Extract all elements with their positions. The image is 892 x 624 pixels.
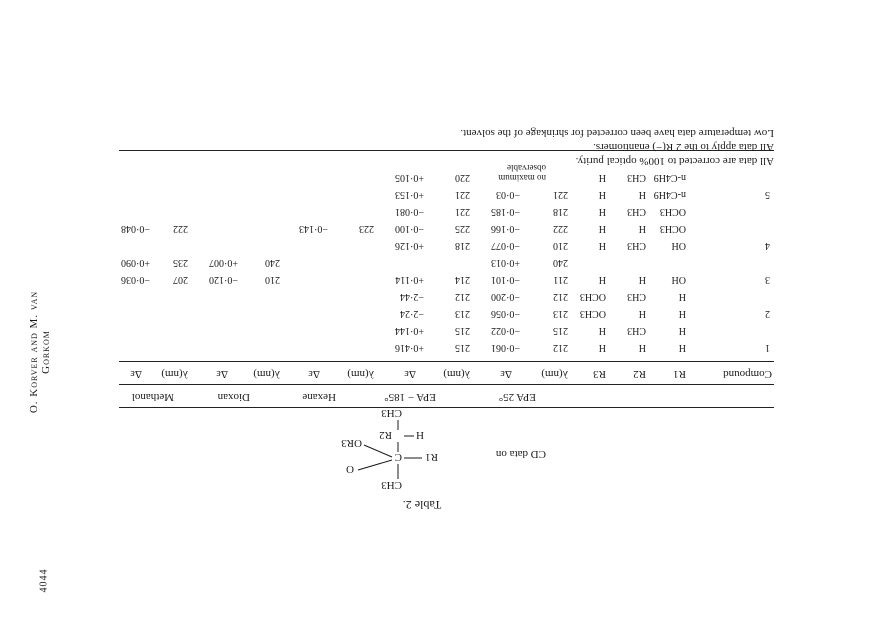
group-hexane: Hexane bbox=[302, 391, 336, 403]
cell-epa185-l: 214 bbox=[455, 274, 470, 285]
cell-epa185-e: −0·081 bbox=[395, 206, 424, 217]
cell-r1: H bbox=[678, 325, 686, 336]
note-temperature: Low temperature data have been corrected for shrinkage of the solvent. bbox=[460, 127, 774, 139]
structure-caption: CD data on bbox=[495, 448, 546, 460]
cell-epa185-e: +0·153 bbox=[395, 189, 424, 200]
cell-epa25-l: 222 bbox=[553, 223, 568, 234]
table-row bbox=[119, 234, 774, 251]
cell-epa25-l: 212 bbox=[553, 291, 568, 302]
table-row bbox=[119, 336, 774, 353]
cell-epa25-l: 215 bbox=[553, 325, 568, 336]
cell-r3: H bbox=[598, 325, 606, 336]
cell-meth-l: 235 bbox=[173, 257, 188, 268]
cell-epa185-e: +0·416 bbox=[395, 342, 424, 353]
cell-epa185-e: +0·114 bbox=[395, 274, 424, 285]
cell-epa25-l: 211 bbox=[553, 274, 568, 285]
group-epa185: EPA − 185° bbox=[384, 391, 436, 403]
cell-epa185-e: +0·144 bbox=[395, 325, 424, 336]
cell-epa25-e: −0·03 bbox=[496, 189, 520, 200]
cell-epa185-l: 213 bbox=[455, 308, 470, 319]
cell-diox-e: −0·120 bbox=[209, 274, 238, 285]
cell-compound: 1 bbox=[765, 342, 770, 353]
cell-epa25-e: −0·200 bbox=[491, 291, 520, 302]
cell-r3: H bbox=[598, 172, 606, 183]
cell-r2: CH3 bbox=[627, 206, 646, 217]
col-methanol-lambda: λ(nm) bbox=[161, 368, 188, 380]
cell-epa185-e: +0·105 bbox=[395, 172, 424, 183]
cell-r3: OCH3 bbox=[579, 291, 606, 302]
table-row bbox=[119, 183, 774, 200]
cell-meth-l: 207 bbox=[173, 274, 188, 285]
group-methanol: Methanol bbox=[131, 391, 174, 403]
cell-epa25-e: +0·013 bbox=[491, 257, 520, 268]
cell-r2: CH3 bbox=[627, 172, 646, 183]
cell-epa25-l: 213 bbox=[553, 308, 568, 319]
cell-r3: H bbox=[598, 223, 606, 234]
cell-r1: H bbox=[678, 308, 686, 319]
col-epa185-lambda: λ(nm) bbox=[443, 368, 470, 380]
cell-r2: CH3 bbox=[627, 291, 646, 302]
struct-h: H bbox=[416, 429, 424, 441]
cell-diox-e: +0·007 bbox=[209, 257, 238, 268]
table-caption: Table 2. bbox=[402, 498, 442, 512]
table-row bbox=[119, 319, 774, 336]
cell-r1: OCH3 bbox=[659, 223, 686, 234]
struct-r2: R2 bbox=[379, 429, 392, 441]
cell-r1: OCH3 bbox=[659, 206, 686, 217]
cell-epa25-e: −0·077 bbox=[491, 240, 520, 251]
cd-data-table bbox=[119, 150, 774, 408]
cell-r2: H bbox=[638, 308, 646, 319]
cell-epa185-l: 221 bbox=[455, 206, 470, 217]
col-epa25-lambda: λ(nm) bbox=[541, 368, 568, 380]
col-r1: R1 bbox=[673, 368, 686, 380]
cell-epa25-l: 240 bbox=[553, 257, 568, 268]
cell-epa25-l: 210 bbox=[553, 240, 568, 251]
group-header-row bbox=[119, 385, 774, 407]
table-row bbox=[119, 200, 774, 217]
cell-epa25-e: −0·166 bbox=[491, 223, 520, 234]
table-row bbox=[119, 285, 774, 302]
col-hexane-lambda: λ(nm) bbox=[347, 368, 374, 380]
page-number: 4044 bbox=[38, 568, 50, 593]
cell-r3: OCH3 bbox=[579, 308, 606, 319]
cell-hex-e: −0·143 bbox=[299, 223, 328, 234]
cell-epa185-l: 212 bbox=[455, 291, 470, 302]
cell-epa185-e: −0·100 bbox=[395, 223, 424, 234]
cell-epa185-l: 218 bbox=[455, 240, 470, 251]
cell-epa25-e: no maximum observable bbox=[498, 163, 546, 183]
table-row bbox=[119, 217, 774, 234]
cell-compound: 5 bbox=[765, 189, 770, 200]
cell-meth-l: 222 bbox=[173, 223, 188, 234]
cell-r1: n-C4H9 bbox=[653, 189, 686, 200]
struct-ch3-bottom: CH3 bbox=[381, 407, 402, 419]
struct-r1: R1 bbox=[425, 451, 438, 463]
cell-r3: H bbox=[598, 240, 606, 251]
cell-compound: 4 bbox=[765, 240, 770, 251]
cell-epa185-l: 225 bbox=[455, 223, 470, 234]
struct-o: O bbox=[346, 463, 354, 475]
col-compound: Compound bbox=[723, 368, 772, 380]
top-rule bbox=[119, 407, 774, 408]
group-epa25: EPA 25° bbox=[498, 391, 536, 403]
author-running-title: O. Korver and M. van Gorkom bbox=[28, 290, 52, 414]
cell-epa185-l: 215 bbox=[455, 342, 470, 353]
note-optical-purity: All data are corrected to 100% optical purity. bbox=[575, 155, 774, 167]
cell-epa25-l: 212 bbox=[553, 342, 568, 353]
col-methanol-de: Δε bbox=[130, 368, 142, 380]
cell-meth-e: +0·090 bbox=[121, 257, 150, 268]
cell-diox-l: 240 bbox=[265, 257, 280, 268]
struct-ch3-top: CH3 bbox=[381, 479, 402, 491]
table-row bbox=[119, 251, 774, 268]
cell-r3: H bbox=[598, 342, 606, 353]
cell-epa185-e: +0·126 bbox=[395, 240, 424, 251]
cell-meth-e: −0·048 bbox=[121, 223, 150, 234]
cell-epa185-l: 215 bbox=[455, 325, 470, 336]
cell-r1: OH bbox=[671, 274, 686, 285]
cell-r3: H bbox=[598, 189, 606, 200]
cell-r1: H bbox=[678, 342, 686, 353]
cell-compound: 3 bbox=[765, 274, 770, 285]
column-header-row bbox=[119, 362, 774, 384]
cell-r1: H bbox=[678, 291, 686, 302]
table-body bbox=[119, 151, 774, 361]
cell-hex-l: 223 bbox=[359, 223, 374, 234]
cell-r2: H bbox=[638, 274, 646, 285]
cell-epa25-e: −0·101 bbox=[491, 274, 520, 285]
cell-r2: CH3 bbox=[627, 325, 646, 336]
col-epa185-de: Δε bbox=[404, 368, 416, 380]
cell-r2: H bbox=[638, 189, 646, 200]
cell-epa25-e: −0·056 bbox=[491, 308, 520, 319]
cell-meth-e: −0·036 bbox=[121, 274, 150, 285]
cell-epa25-e: −0·022 bbox=[491, 325, 520, 336]
table-row bbox=[119, 268, 774, 285]
col-r2: R2 bbox=[633, 368, 646, 380]
cell-epa25-l: 218 bbox=[553, 206, 568, 217]
col-dioxan-lambda: λ(nm) bbox=[253, 368, 280, 380]
struct-or3: OR3 bbox=[341, 437, 362, 449]
cell-r2: CH3 bbox=[627, 240, 646, 251]
cell-r3: H bbox=[598, 206, 606, 217]
struct-c: C bbox=[394, 451, 402, 463]
cell-epa25-e: −0·061 bbox=[491, 342, 520, 353]
ester-structure-drawing bbox=[336, 406, 446, 492]
note-enantiomers: All data apply to the 2 R(−) enantiomers. bbox=[593, 141, 774, 153]
structure-formula bbox=[326, 406, 546, 492]
cell-r2: H bbox=[638, 223, 646, 234]
table-row bbox=[119, 163, 774, 183]
cell-r1: OH bbox=[671, 240, 686, 251]
cell-r3: H bbox=[598, 274, 606, 285]
group-dioxan: Dioxan bbox=[217, 391, 250, 403]
cell-r2: H bbox=[638, 342, 646, 353]
table-notes bbox=[460, 126, 774, 168]
cell-epa185-e: −2·44 bbox=[400, 291, 424, 302]
cell-compound: 2 bbox=[765, 308, 770, 319]
cell-r1: n-C4H9 bbox=[653, 172, 686, 183]
cell-epa25-e: −0·185 bbox=[491, 206, 520, 217]
table-row bbox=[119, 302, 774, 319]
col-dioxan-de: Δε bbox=[216, 368, 228, 380]
cell-diox-l: 210 bbox=[265, 274, 280, 285]
cell-epa25-l: 221 bbox=[553, 189, 568, 200]
col-r3: R3 bbox=[593, 368, 606, 380]
cell-epa185-l: 221 bbox=[455, 189, 470, 200]
cell-epa185-e: −2·24 bbox=[400, 308, 424, 319]
col-epa25-de: Δε bbox=[500, 368, 512, 380]
col-hexane-de: Δε bbox=[308, 368, 320, 380]
cell-epa185-l: 220 bbox=[455, 172, 470, 183]
